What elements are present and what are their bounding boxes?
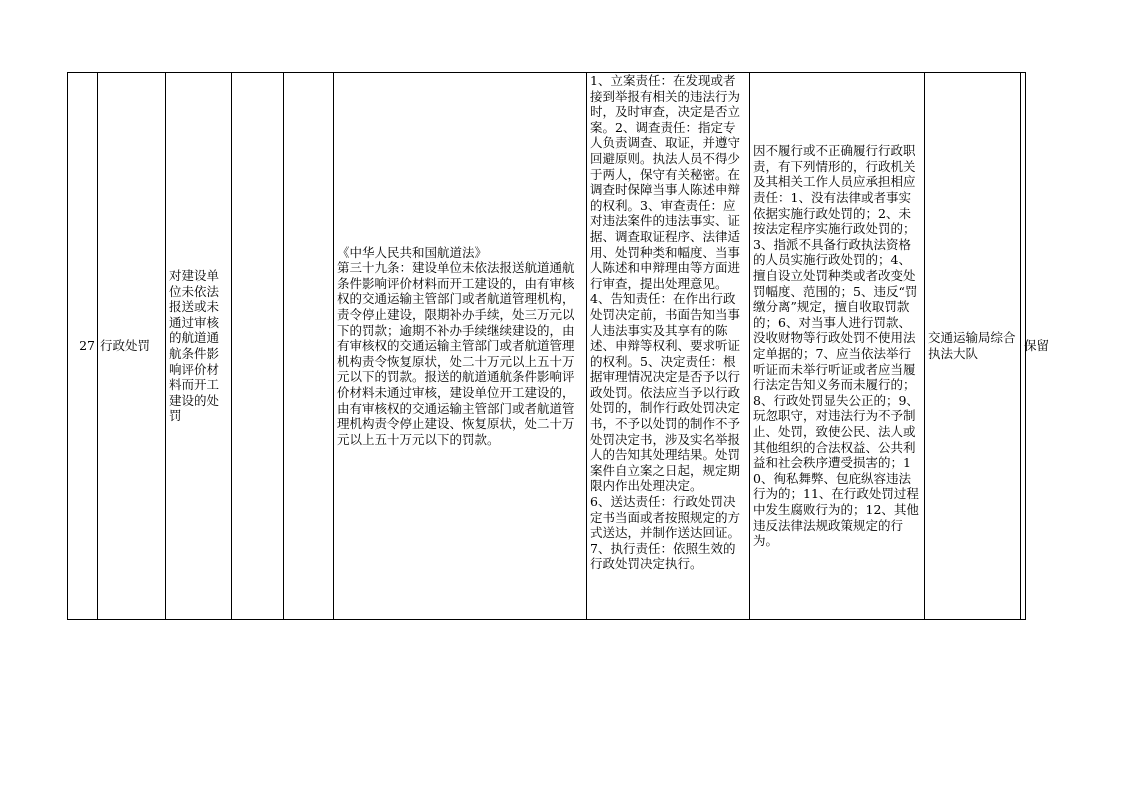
- sub-item-cell: [232, 73, 284, 619]
- item-name-text: 对建设单位未依法报送或未通过审核的航道通航条件影响评价材料而开工建设的处罚: [169, 268, 220, 424]
- accountability-cell: [750, 73, 925, 619]
- row-number: 27: [79, 338, 95, 354]
- accountability-text: 因不履行或不正确履行行政职责，有下列情形的，行政机关及其相关工作人员应承担相应责任：1、没有法律或者事实依据实施行政处罚的；2、未按法定程序实施行政处罚的；3、指派不具备行政执法资格的人员实施行政处罚的；4、擅自设立处罚种类或者改变处罚幅度、范围的；5、违反“罚缴分离”规定，擅自收取罚款的；6、对当事人进行罚款、没收财物等行政处罚不使用法定单据的；7、应当依法举行听证而未举行听证或者应当履行法定告知义务而未履行的；8、行政处罚显失公正的；9、玩忽职守，对违法行为不予制止、处罚，致使公民、法人或其他组织的合法权益、公共利益和社会秩序遭受损害的；10、徇私舞弊、包庇纵容违法行为的；11、在行政处罚过程中发生腐败行为的；12、其他违反法律法规政策规定的行为。: [753, 143, 919, 549]
- table-row: [67, 72, 1050, 620]
- remark-cell: [1021, 73, 1093, 619]
- responsibility-text: 1、立案责任：在发现或者接到举报有相关的违法行为时，及时审查，决定是否立案。2、调查责任：指定专人负责调查、取证，并遵守回避原则。执法人员不得少于两人，保守有关秘密。在调查时保障当事人陈述申辩的权利。3、审查责任：应对违法案件的违法事实、证据、调查取证程序、法律适用、处罚种类和幅度、当事人陈述和申辩理由等方面进行审查，提出处理意见。4、告知责任：在作出行政处罚决定前，书面告知当事人违法事实及其享有的陈述、申辩等权利、要求听证的权利。5、决定责任：根据审理情况决定是否予以行政处罚。依法应当予以行政处罚的，制作行政处罚决定书，不予以处罚的制作不予处罚决定书，涉及实名举报人的告知其处理结果。处罚案件自立案之日起，规定期限内作出处理决定。 6、送达责任：行政处罚决定书当面或者按照规定的方式送达，并制作送达回证。7、执行责任：依照生效的行政处罚决定执行。: [590, 73, 741, 572]
- basis-cell: [334, 73, 587, 619]
- row-number-cell: [68, 73, 98, 619]
- legal-basis-text: 《中华人民共和国航道法》 第三十九条：建设单位未依法报送航道通航条件影响评价材料而开工建设的，由有审核权的交通运输主管部门或者航道管理机构，责令停止建设，限期补办手续，处三万元以下的罚款；逾期不补办手续继续建设的，由有审核权的交通运输主管部门或者航道管理机构责令恢复原状，处二十万元以上五十万元以下的罚款。报送的航道通航条件影响评价材料未通过审核，建设单位开工建设的，由有审核权的交通运输主管部门或者航道管理机构责令停止建设、恢复原状，处二十万元以上五十万元以下的罚款。: [337, 244, 575, 447]
- department-text: 交通运输局综合执法大队: [928, 330, 1016, 361]
- empty-cell: [284, 73, 334, 619]
- department-cell: [925, 73, 1021, 619]
- remark-text: 保留: [1024, 338, 1050, 354]
- category-text: 行政处罚: [100, 338, 151, 354]
- responsibility-cell: [587, 73, 750, 619]
- item-name-cell: [166, 73, 232, 619]
- category-cell: [98, 73, 166, 619]
